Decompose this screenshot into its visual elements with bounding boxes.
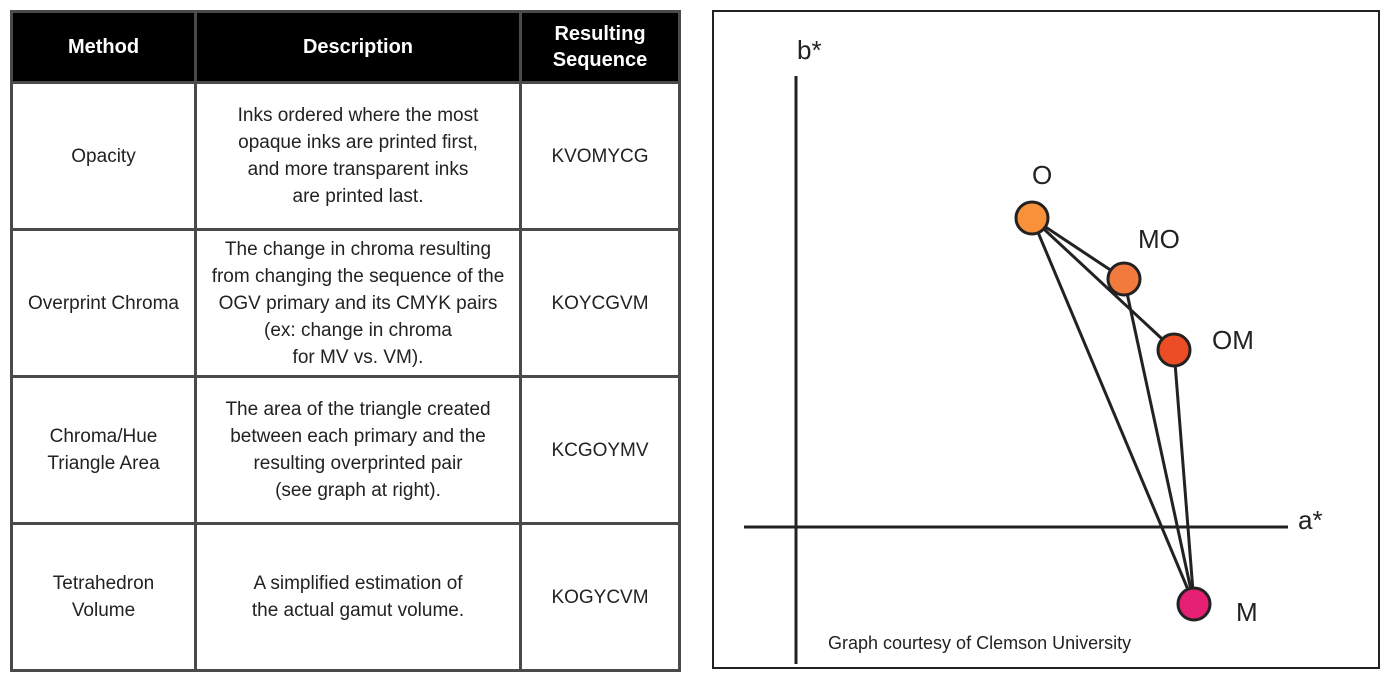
table-header-row — [12, 12, 680, 83]
sequence-cell: KCGOYMV — [521, 377, 680, 524]
line-mo-m — [1124, 279, 1194, 604]
header-resulting-sequence: Resulting Sequence — [521, 12, 680, 83]
table-row — [12, 524, 680, 671]
label-o: O — [1032, 160, 1053, 190]
point-o — [1016, 202, 1048, 234]
header-description: Description — [196, 12, 521, 83]
description-cell: A simplified estimation of the actual gamut volume. — [196, 524, 521, 671]
table-row — [12, 377, 680, 524]
method-cell: Chroma/Hue Triangle Area — [12, 377, 196, 524]
graph-caption: Graph courtesy of Clemson University — [828, 633, 1132, 653]
table-row — [12, 230, 680, 377]
label-om: OM — [1212, 325, 1254, 355]
methods-table — [10, 10, 681, 672]
point-mo — [1108, 263, 1140, 295]
b-axis-label: b* — [797, 35, 822, 65]
point-om — [1158, 334, 1190, 366]
method-cell: Opacity — [12, 83, 196, 230]
header-method: Method — [12, 12, 196, 83]
label-mo: MO — [1138, 224, 1180, 254]
graph-canvas — [714, 12, 1382, 671]
sequence-cell: KOGYCVM — [521, 524, 680, 671]
table-row — [12, 83, 680, 230]
description-cell: The change in chroma resulting from changing the sequence of the OGV primary and its CMYK pairs (ex: change in chroma for MV vs. VM). — [196, 230, 521, 377]
description-cell: Inks ordered where the most opaque inks are printed first, and more transparent inks are printed last. — [196, 83, 521, 230]
methods-table-container — [10, 10, 678, 672]
a-axis-label: a* — [1298, 505, 1323, 535]
method-cell: Tetrahedron Volume — [12, 524, 196, 671]
label-m: M — [1236, 597, 1258, 627]
point-m — [1178, 588, 1210, 620]
sequence-cell: KVOMYCG — [521, 83, 680, 230]
sequence-cell: KOYCGVM — [521, 230, 680, 377]
chroma-hue-graph — [712, 10, 1380, 669]
method-cell: Overprint Chroma — [12, 230, 196, 377]
description-cell: The area of the triangle created between each primary and the resulting overprinted pair (see graph at right). — [196, 377, 521, 524]
